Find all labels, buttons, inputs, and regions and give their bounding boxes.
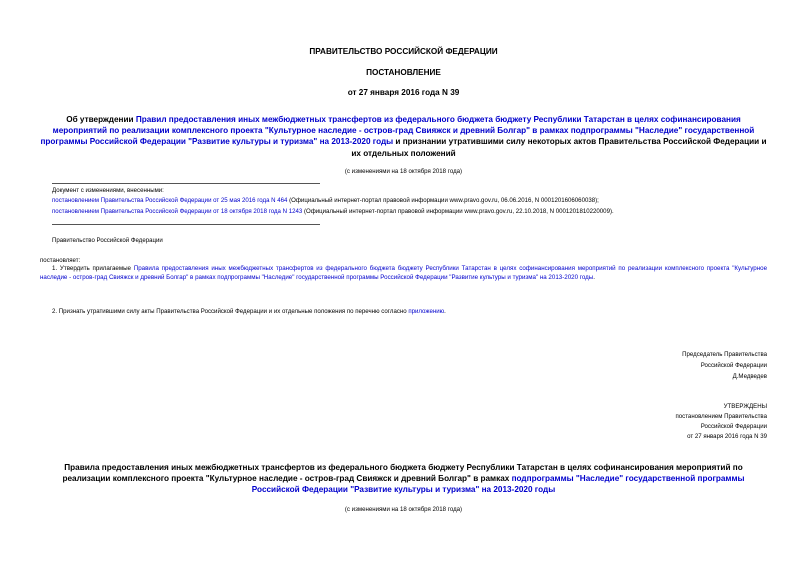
changes-note: (с изменениями на 18 октября 2018 года) (344, 168, 463, 175)
approved-heading: УТВЕРЖДЕНЫ (723, 403, 767, 410)
approved-by: постановлением Правительства (675, 413, 767, 420)
document-date-number: от 27 января 2016 года N 39 (347, 88, 460, 97)
item-2 (52, 307, 446, 317)
amendment-link-2[interactable]: постановлением Правительства Российской Федерации от 18 октября 2018 года N 1243 (52, 208, 303, 215)
amendment-source-2: (Официальный интернет-портал правовой информации www.pravo.gov.ru, 22.10.2018, N 0001201810220009). (302, 208, 614, 215)
item-1-suffix: . (593, 274, 595, 282)
title-suffix: и признании утратившими силу некоторых актов Правительства Российской Федерации и их отдельных положений (351, 137, 767, 158)
signature-country: Российской Федерации (700, 362, 767, 369)
rules-changes-note: (с изменениями на 18 октября 2018 года) (344, 506, 463, 513)
document-type-heading: ПОСТАНОВЛЕНИЕ (366, 68, 441, 77)
item-1 (40, 264, 767, 283)
decrees-line: постановляет: (40, 257, 81, 264)
approved-date-number: от 27 января 2016 года N 39 (687, 433, 767, 440)
government-heading: ПРАВИТЕЛЬСТВО РОССИЙСКОЙ ФЕДЕРАЦИИ (309, 47, 498, 56)
item-2-prefix: 2. Признать утратившими силу акты Правительства Российской Федерации и их отдельные положения по перечню согласно (52, 308, 409, 315)
amendment-link-1[interactable]: постановлением Правительства Российской Федерации от 25 мая 2016 года N 464 (52, 197, 288, 204)
item-1-prefix: 1. Утвердить прилагаемые (52, 265, 134, 272)
amendments-bottom-rule (52, 224, 320, 225)
amendments-top-rule (52, 183, 320, 184)
title-prefix: Об утверждении (66, 115, 136, 124)
approved-country: Российской Федерации (700, 423, 767, 430)
item-1-rules-link[interactable]: Правила предоставления иных межбюджетных трансфертов из федерального бюджета бюджету Республики Татарстан в целях софинансирования мероприятий по реализации комплексного проекта "Культурное наследие - остров-град Свияжск и древний Болгар" в рамках подпрограммы "Наследие" государственной программы Российской Федерации "Развитие культуры и туризма" на 2013-2020 годы (40, 265, 768, 282)
rules-title (40, 462, 767, 496)
signature-position: Председатель Правительства (682, 351, 767, 358)
amendments-intro: Документ с изменениями, внесенными: (52, 187, 164, 194)
item-2-appendix-link[interactable]: приложению (408, 308, 445, 315)
amendment-line-1 (52, 196, 599, 206)
amendment-line-2 (52, 207, 614, 217)
rules-title-plain: Правила предоставления иных межбюджетных трансфертов из федерального бюджета бюджету Республики Татарстан в целях софинансирования мероприятий по реализации комплексного проекта "Культурное наследие - остров-град Свияжск и древний Болгар" в рамках (62, 463, 743, 484)
document-title (40, 114, 767, 159)
rules-title-subprogram-link[interactable]: подпрограммы "Наследие" государственной программы Российской Федерации "Развитие культуры и туризма" на 2013-2020 годы (251, 474, 745, 495)
title-rules-link[interactable]: Правил предоставления иных межбюджетных трансфертов из федерального бюджета бюджету Республики Татарстан в целях софинансирования мероприятий по реализации комплексного проекта "Культурное наследие - остров-град Свияжск и древний Болгар" в рамках подпрограммы "Наследие" государственной программы Российской Федерации "Развитие культуры и туризма" на 2013-2020 годы (40, 115, 755, 147)
item-2-suffix: . (444, 308, 446, 315)
government-line: Правительство Российской Федерации (52, 237, 163, 244)
amendment-source-1: (Официальный интернет-портал правовой информации www.pravo.gov.ru, 06.06.2016, N 0001201606060038); (287, 197, 599, 204)
signature-name: Д.Медведев (732, 373, 767, 380)
